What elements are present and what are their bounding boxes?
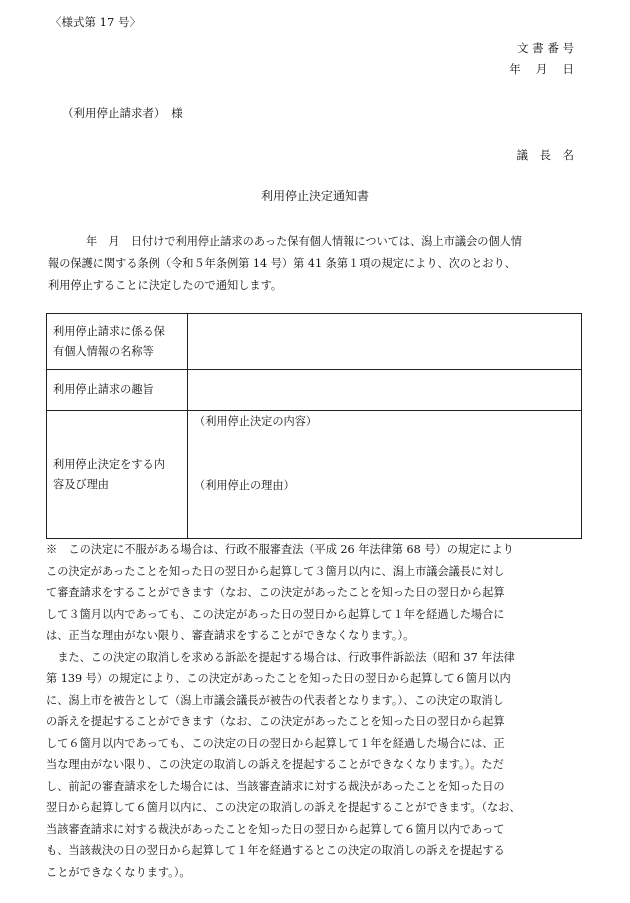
document-number-label: 文 書 番 号 — [517, 41, 574, 55]
notes-line: して６箇月以内であっても、この決定の日の翌日から起算して１年を経過した場合には、正 — [46, 736, 505, 750]
row3-label-line: 容及び理由 — [53, 477, 109, 491]
notes-line: は、正当な理由がない限り、審査請求をすることができなくなります。）。 — [46, 629, 415, 642]
table-row — [47, 411, 582, 539]
table-row — [47, 370, 582, 411]
notes-line: 当な理由がない限り、この決定の取消しの訴えを提起することができなくなります。）。ただ — [46, 758, 504, 771]
notes-line: 当該審査請求に対する裁決があったことを知った日の翌日から起算して６箇月以内であって — [46, 822, 505, 836]
notice-table — [46, 313, 582, 539]
date-label: 年 月 日 — [509, 62, 574, 76]
notes-line: の訴えを提起することができます（なお、この決定があったことを知った日の翌日から起算 — [46, 715, 505, 728]
notes-line: この決定があったことを知った日の翌日から起算して３箇月以内に、潟上市議会議長に対し — [46, 564, 505, 578]
notes-line: に、潟上市を被告として（潟上市議会議長が被告の代表者となります。）、この決定の取消し — [46, 693, 504, 707]
notes-line: ※ この決定に不服がある場合は、行政不服審査法（平成 26 年法律第 68 号）の規定により — [46, 543, 514, 556]
table-row — [47, 314, 582, 370]
intro-line: 利用停止することに決定したので通知します。 — [48, 279, 283, 292]
notes-line: して３箇月以内であっても、この決定があった日の翌日から起算して１年を経過した場合に — [46, 607, 505, 621]
row1-value[interactable] — [188, 314, 582, 370]
intro-line: 報の保護に関する条例（令和５年条例第 14 号）第 41 条第１項の規定により、次のとおり、 — [48, 257, 516, 270]
notes-line: て審査請求をすることができます（なお、この決定があったことを知った日の翌日から起算 — [46, 586, 505, 599]
notes-line: も、当該裁決の日の翌日から起算して１年を経過するとこの決定の取消しの訴えを提起する — [46, 844, 505, 857]
recipient-line: （利用停止請求者） 様 — [62, 106, 183, 120]
row2-value[interactable] — [188, 370, 582, 411]
intro-line: 年 月 日付けで利用停止請求のあった保有個人情報については、潟上市議会の個人情 — [86, 235, 522, 248]
page-title: 利用停止決定通知書 — [260, 189, 369, 203]
form-number: 〈様式第 17 号〉 — [50, 15, 141, 29]
notes-line: 第 139 号）の規定により、この決定があったことを知った日の翌日から起算して６箇月以内 — [46, 672, 511, 685]
decision-reason-label: （利用停止の理由） — [194, 479, 295, 492]
row1-label — [47, 314, 188, 370]
row1-label-line: 有個人情報の名称等 — [53, 344, 154, 358]
sender-line: 議 長 名 — [516, 148, 574, 162]
notes-line: し、前記の審査請求をした場合には、当該審査請求に対する裁決があったことを知った日の — [46, 779, 505, 793]
notes-line: ことができなくなります。）。 — [46, 865, 191, 879]
notes-line: 翌日から起算して６箇月以内に、この決定の取消しの訴えを提起することができます。（なお、 — [46, 801, 521, 814]
notes-line: また、この決定の取消しを求める訴訟を提起する場合は、行政事件訴訟法（昭和 37 年法律 — [46, 650, 515, 664]
decision-content-label: （利用停止決定の内容） — [194, 415, 318, 428]
intro-paragraph — [48, 231, 584, 297]
appeal-notes — [46, 539, 586, 883]
row3-label — [47, 411, 188, 539]
row2-label: 利用停止請求の趣旨 — [47, 370, 188, 411]
row3-label-line: 利用停止決定をする内 — [53, 457, 165, 471]
row3-value[interactable] — [188, 411, 582, 539]
row1-label-line: 利用停止請求に係る保 — [53, 324, 165, 338]
